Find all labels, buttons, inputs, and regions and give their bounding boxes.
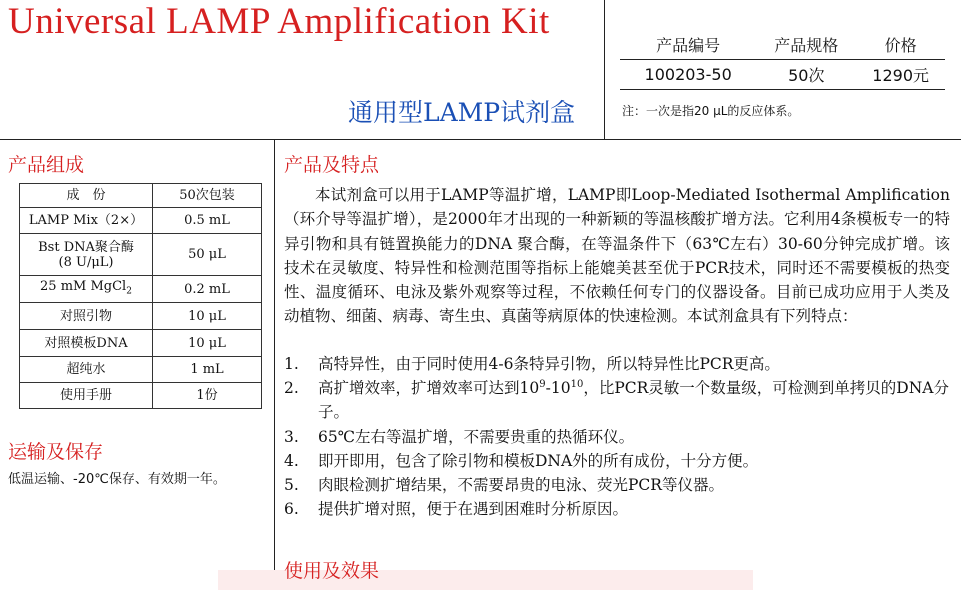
component-name-line2: (8 U/μL) xyxy=(58,254,114,270)
product-info-value-row xyxy=(620,60,945,90)
component-name: LAMP Mix（2×） xyxy=(20,208,153,234)
composition-title: 产品组成 xyxy=(8,154,85,176)
table-row xyxy=(20,208,262,234)
product-info-header-row xyxy=(620,30,945,60)
feature-number: 6. xyxy=(284,500,299,518)
shipping-text: 低温运输、-20℃保存、有效期一年。 xyxy=(8,472,226,487)
header-price: 价格 xyxy=(856,30,945,60)
feature-text-pre: 高扩增效率，扩增效率可达到10 xyxy=(318,379,540,397)
feature-item-4 xyxy=(284,449,954,473)
feature-number: 1. xyxy=(284,355,299,373)
table-row xyxy=(20,234,262,276)
component-amount: 50 μL xyxy=(153,234,262,276)
component-amount: 10 μL xyxy=(153,303,262,330)
kit-subtitle: 通用型LAMP试剂盒 xyxy=(348,98,576,127)
component-amount: 0.2 mL xyxy=(153,276,262,303)
feature-item-5 xyxy=(284,473,954,497)
component-amount: 1 mL xyxy=(153,357,262,383)
feature-number: 2. xyxy=(284,379,299,397)
header-spec: 产品规格 xyxy=(756,30,856,60)
composition-table xyxy=(19,183,262,409)
component-name: 超纯水 xyxy=(20,357,153,383)
table-row xyxy=(20,383,262,409)
table-row xyxy=(20,303,262,330)
feature-text: 65℃左右等温扩增，不需要贵重的热循环仪。 xyxy=(318,428,635,446)
feature-text: 肉眼检测扩增结果，不需要昂贵的电泳、荧光PCR等仪器。 xyxy=(318,476,724,494)
component-name xyxy=(20,234,153,276)
table-row xyxy=(20,357,262,383)
component-name-subscript: 2 xyxy=(126,286,132,297)
component-name-text: 25 mM MgCl xyxy=(40,278,127,294)
feature-text: 高特异性，由于同时使用4-6条特异引物，所以特异性比PCR更高。 xyxy=(318,355,780,373)
feature-item-6 xyxy=(284,497,954,521)
component-name: 使用手册 xyxy=(20,383,153,409)
feature-text-post: ，比PCR灵敏一个数量级，可检测到单拷贝的DNA分子。 xyxy=(318,379,949,422)
header-pack-size: 50次包装 xyxy=(153,184,262,208)
product-info-table xyxy=(620,30,945,90)
feature-item-1 xyxy=(284,352,954,376)
header-divider-vertical xyxy=(604,0,605,140)
component-name-line1: Bst DNA聚合酶 xyxy=(38,239,134,255)
shipping-title: 运输及保存 xyxy=(8,441,104,463)
value-price: 1290元 xyxy=(856,60,945,90)
feature-number: 3. xyxy=(284,428,299,446)
component-name: 对照引物 xyxy=(20,303,153,330)
header-component: 成 份 xyxy=(20,184,153,208)
component-amount: 10 μL xyxy=(153,330,262,357)
exponent-10: 10 xyxy=(570,378,584,390)
features-intro: 本试剂盒可以用于LAMP等温扩增，LAMP即Loop-Mediated Isothermal Amplification（环介导等温扩增），是2000年才出现的一种新颖的等温核酸扩增方法。它利用4条模板专一的特异引物和具有链置换能力的DNA 聚合酶，在等温条件下（63℃左右）30-60分钟完成扩增。该技术在灵敏度、特异性和检测范围等指标上能媲美甚至优于PCR技术，同时还不需要模板的热变性、温度循环、电泳及紫外观察等过程，不依赖任何专门的仪器设备。目前已成功应用于人类及动植物、细菌、病毒、寄生虫、真菌等病原体的快速检测。本试剂盒具有下列特点： xyxy=(284,186,950,326)
composition-header-row xyxy=(20,184,262,208)
table-row xyxy=(20,276,262,303)
reaction-note: 注：一次是指20 μL的反应体系。 xyxy=(622,104,800,118)
feature-number: 5. xyxy=(284,476,299,494)
component-amount: 0.5 mL xyxy=(153,208,262,234)
feature-text xyxy=(318,376,954,425)
column-divider xyxy=(274,140,275,590)
kit-title: Universal LAMP Amplification Kit xyxy=(8,1,550,42)
value-catalog-no: 100203-50 xyxy=(620,60,756,90)
exponent-9: 9 xyxy=(539,378,546,390)
feature-item-3 xyxy=(284,425,954,449)
value-spec: 50次 xyxy=(756,60,856,90)
feature-item-2 xyxy=(284,376,954,425)
component-amount: 1份 xyxy=(153,383,262,409)
component-name: 对照模板DNA xyxy=(20,330,153,357)
table-row xyxy=(20,330,262,357)
header-divider-horizontal xyxy=(0,139,961,140)
feature-text: 即开即用，包含了除引物和模板DNA外的所有成份，十分方便。 xyxy=(318,452,759,470)
usage-title: 使用及效果 xyxy=(284,560,380,582)
component-name xyxy=(20,276,153,303)
feature-text-mid: -10 xyxy=(545,379,571,397)
features-title: 产品及特点 xyxy=(284,154,380,176)
feature-number: 4. xyxy=(284,452,299,470)
feature-text: 提供扩增对照，便于在遇到困难时分析原因。 xyxy=(318,500,629,518)
header-catalog-no: 产品编号 xyxy=(620,30,756,60)
